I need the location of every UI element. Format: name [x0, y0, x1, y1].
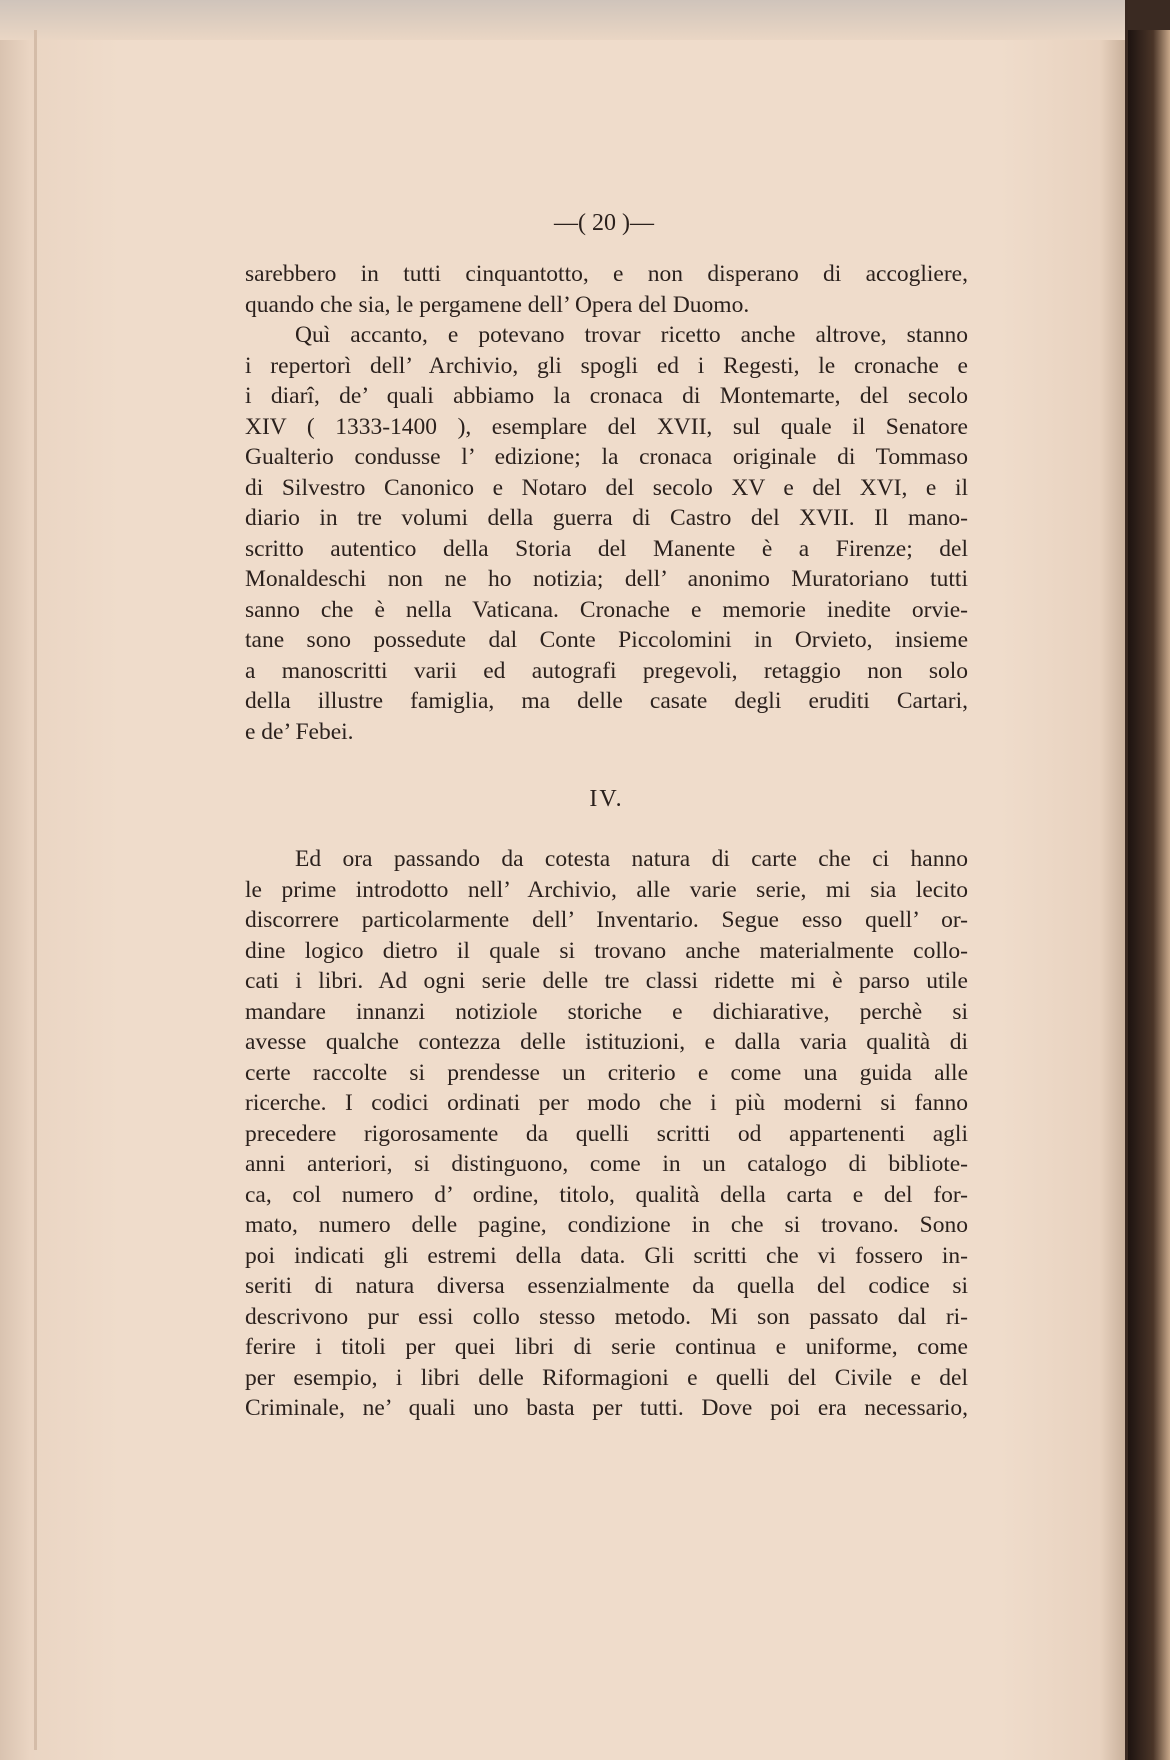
text-line: per esempio, i libri delle Riformagioni e quelli del Civile e del [245, 1364, 968, 1391]
text-line: Gualterio condusse l’ edizione; la cronaca originale di Tommaso [245, 444, 968, 470]
text-line: le prime introdotto nell’ Archivio, alle varie serie, mi sia lecito [245, 876, 968, 903]
text-line: Ed ora passando da cotesta natura di carte che ci hanno [295, 846, 968, 872]
text-line: Monaldeschi non ne ho notizia; dell’ anonimo Muratoriano tutti [245, 566, 968, 592]
text-line: ferire i titoli per quei libri di serie continua e uniforme, come [245, 1334, 968, 1360]
text-line: dine logico dietro il quale si trovano anche materialmente collo- [245, 937, 968, 964]
text-line: ricerche. I codici ordinati per modo che i più moderni si fanno [245, 1090, 968, 1116]
text-line: mato, numero delle pagine, condizione in che si trovano. Sono [245, 1212, 968, 1238]
text-line: certe raccolte si prendesse un criterio e come una guida alle [245, 1059, 968, 1086]
text-line: seriti di natura diversa essenzialmente da quella del codice si [245, 1273, 968, 1299]
text-line: scritto autentico della Storia del Manente è a Firenze; del [245, 535, 968, 562]
text-line: i repertorì dell’ Archivio, gli spogli ed i Regesti, le cronache e [245, 352, 968, 379]
text-line: i diarî, de’ quali abbiamo la cronaca di Montemarte, del secolo [245, 383, 968, 409]
paragraph-block-two [245, 844, 968, 1424]
page-gutter-fold [34, 30, 37, 1750]
text-line: ca, col numero d’ ordine, titolo, qualità della carta e del for- [245, 1181, 968, 1208]
paragraph-block-one [245, 259, 968, 747]
page-top-edge [0, 0, 1125, 40]
text-line: mandare innanzi notiziole storiche e dichiarative, perchè si [245, 998, 968, 1025]
text-line: anni anteriori, si distinguono, come in un catalogo di bibliote- [245, 1151, 968, 1177]
text-line: discorrere particolarmente dell’ Inventario. Segue esso quell’ or- [245, 907, 968, 933]
text-line: sanno che è nella Vaticana. Cronache e memorie inedite orvie- [245, 596, 968, 623]
text-line: della illustre famiglia, ma delle casate degli eruditi Cartari, [245, 688, 968, 714]
text-line: di Silvestro Canonico e Notaro del secolo XV e del XVI, e il [245, 474, 968, 501]
text-line: sarebbero in tutti cinquantotto, e non disperano di accogliere, [245, 261, 968, 287]
text-line: Criminale, ne’ quali uno basta per tutti. Dove poi era necessario, [245, 1395, 968, 1421]
text-line: a manoscritti varii ed autografi pregevoli, retaggio non solo [245, 657, 968, 684]
text-line: cati i libri. Ad ogni serie delle tre classi ridette mi è parso utile [245, 968, 968, 994]
text-line: descrivono pur essi collo stesso metodo. Mi son passato dal ri- [245, 1303, 968, 1330]
adjacent-page-edge [1128, 30, 1170, 1760]
page-number: —( 20 )— [554, 210, 654, 236]
text-line: diario in tre volumi della guerra di Castro del XVII. Il mano- [245, 505, 968, 531]
text-line: avesse qualche contezza delle istituzioni, e dalla varia qualità di [245, 1029, 968, 1055]
text-line: tane sono possedute dal Conte Piccolomini in Orvieto, insieme [245, 627, 968, 653]
text-line: precedere rigorosamente da quelli scritti od appartenenti agli [245, 1120, 968, 1147]
text-line: e de’ Febei. [245, 718, 354, 745]
text-line: Quì accanto, e potevano trovar ricetto anche altrove, stanno [295, 322, 968, 348]
section-heading: IV. [589, 786, 624, 812]
text-line: quando che sia, le pergamene dell’ Opera del Duomo. [245, 291, 750, 318]
text-line: XIV ( 1333-1400 ), esemplare del XVII, sul quale il Senatore [245, 413, 968, 440]
text-line: poi indicati gli estremi della data. Gli scritti che vi fossero in- [245, 1242, 968, 1269]
